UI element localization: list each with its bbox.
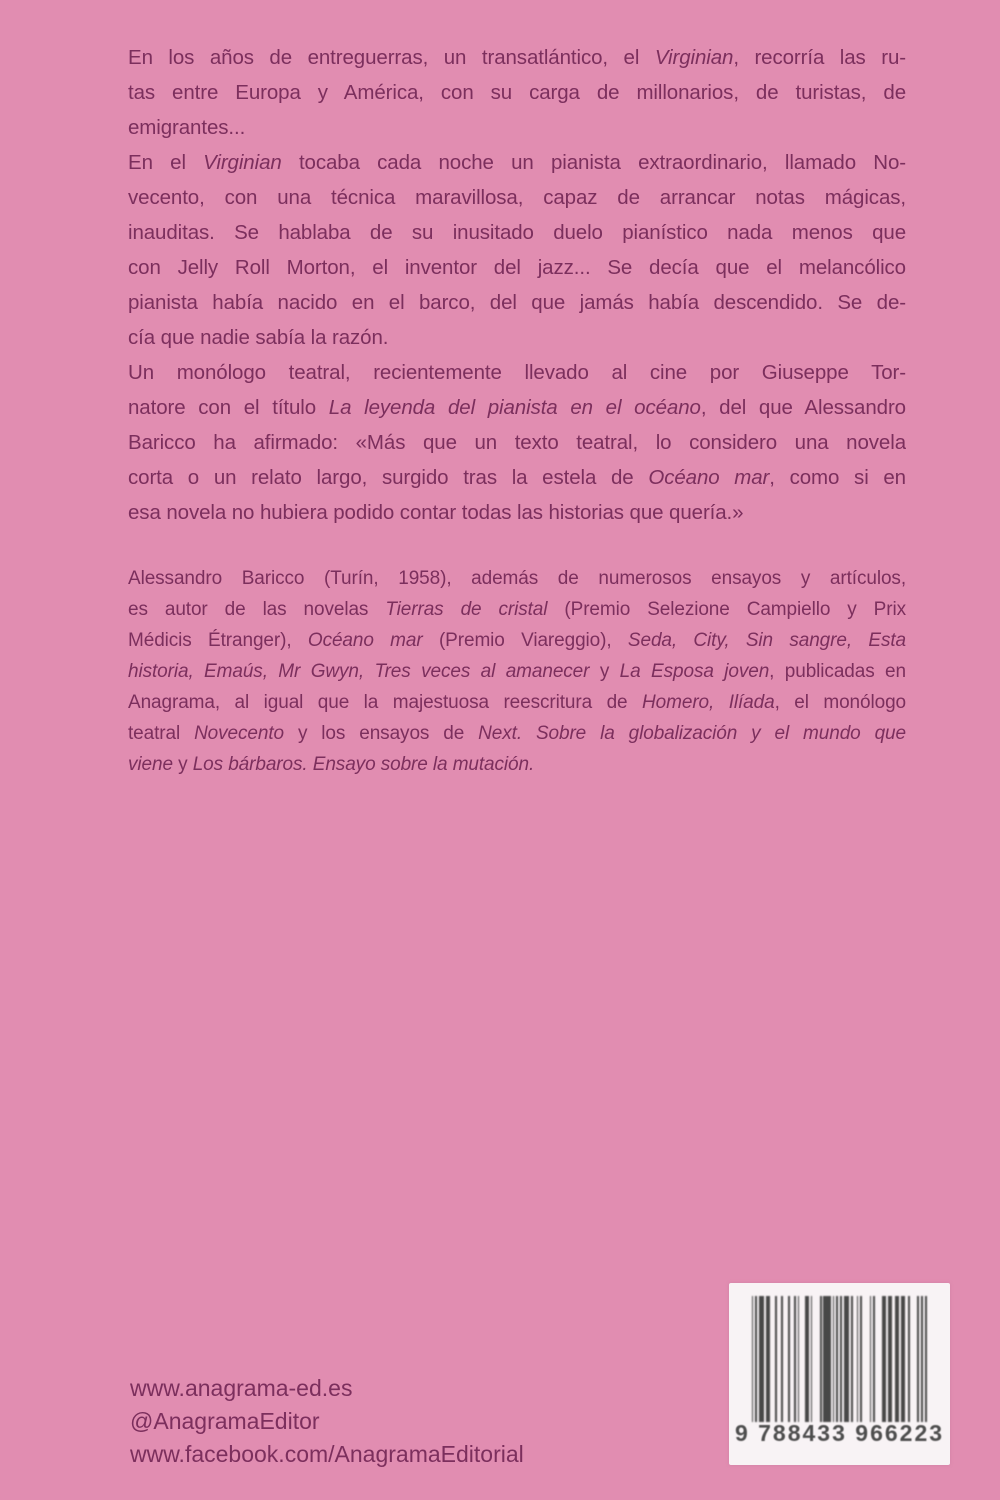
barcode-digits: 9 788433 966223	[734, 1420, 945, 1446]
publisher-facebook-url: www.facebook.com/AnagramaEditorial	[130, 1441, 524, 1467]
text-line: cía que nadie sabía la razón.	[128, 326, 389, 349]
synopsis-text	[128, 40, 906, 530]
text-line: natore con el título La leyenda del pianista en el océano, del que Alessandro	[128, 396, 906, 419]
text-line: esa novela no hubiera podido contar todas las historias que quería.»	[128, 501, 744, 524]
text-line: viene y Los bárbaros. Ensayo sobre la mutación.	[128, 754, 535, 775]
barcode-bars	[752, 1296, 928, 1422]
publisher-twitter-handle: @AnagramaEditor	[130, 1408, 320, 1434]
text-line: pianista había nacido en el barco, del que jamás había descendido. Se de-	[128, 291, 906, 314]
text-line: es autor de las novelas Tierras de cristal (Premio Selezione Campiello y Prix	[128, 599, 906, 620]
author-bio-text	[128, 563, 906, 780]
text-line: Alessandro Baricco (Turín, 1958), además de numerosos ensayos y artículos,	[128, 568, 906, 589]
publisher-links	[130, 1372, 730, 1471]
paragraph	[128, 355, 906, 530]
text-line: Un monólogo teatral, recientemente llevado al cine por Giuseppe Tor-	[128, 361, 906, 384]
text-line: En el Virginian tocaba cada noche un pianista extraordinario, llamado No-	[128, 151, 906, 174]
isbn-barcode	[729, 1283, 950, 1465]
text-line: teatral Novecento y los ensayos de Next. Sobre la globalización y el mundo que	[128, 723, 906, 744]
text-line: corta o un relato largo, surgido tras la estela de Océano mar, como si en	[128, 466, 906, 489]
text-line: emigrantes...	[128, 116, 246, 139]
text-line: Médicis Étranger), Océano mar (Premio Viareggio), Seda, City, Sin sangre, Esta	[128, 630, 906, 651]
publisher-website: www.anagrama-ed.es	[130, 1375, 353, 1401]
paragraph	[128, 563, 906, 780]
text-line: inauditas. Se hablaba de su inusitado duelo pianístico nada menos que	[128, 221, 906, 244]
text-line: Baricco ha afirmado: «Más que un texto teatral, lo considero una novela	[128, 431, 906, 454]
paragraph	[128, 40, 906, 145]
text-line: historia, Emaús, Mr Gwyn, Tres veces al amanecer y La Esposa joven, publicadas en	[128, 661, 906, 682]
text-line: Anagrama, al igual que la majestuosa reescritura de Homero, Ilíada, el monólogo	[128, 692, 906, 713]
text-line: vecento, con una técnica maravillosa, capaz de arrancar notas mágicas,	[128, 186, 906, 209]
text-line: En los años de entreguerras, un transatlántico, el Virginian, recorría las ru-	[128, 46, 906, 69]
text-line: tas entre Europa y América, con su carga de millonarios, de turistas, de	[128, 81, 906, 104]
paragraph	[128, 145, 906, 355]
text-line: con Jelly Roll Morton, el inventor del jazz... Se decía que el melancólico	[128, 256, 906, 279]
